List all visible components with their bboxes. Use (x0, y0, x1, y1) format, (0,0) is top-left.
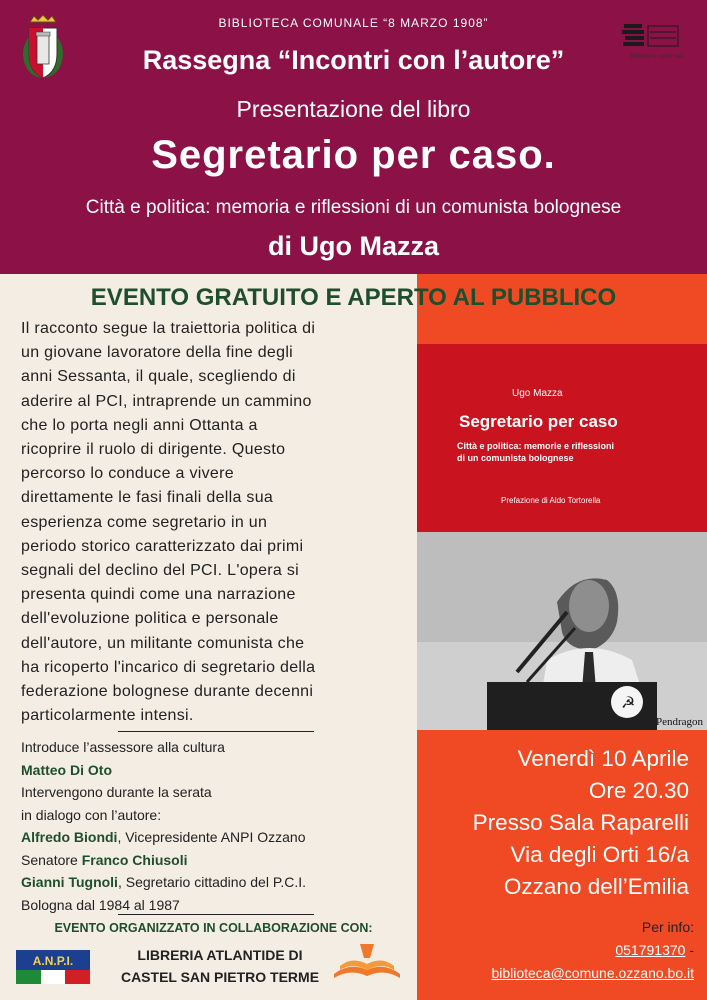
description-line: che lo porta negli anni Ottanta a (21, 416, 258, 434)
description-line: dell'autore, un militante comunista che (21, 634, 305, 652)
description-line: federazione bolognese durante decenni (21, 683, 314, 701)
anpi-label: A.N.P.I. (32, 954, 74, 968)
description-line: percorso lo conduce a vivere (21, 465, 234, 483)
description-line: periodo storico caratterizzato dai primi (21, 537, 304, 555)
divider (118, 914, 314, 915)
bookshop-logo (330, 936, 404, 984)
partner-line: CASTEL SAN PIETRO TERME (120, 969, 320, 985)
author-photo (417, 532, 707, 730)
description-line: segnali del declino del PCI. L'opera si (21, 562, 300, 580)
free-event-banner: EVENTO GRATUITO E APERTO AL PUBBLICO (90, 284, 617, 311)
speaker-row (21, 849, 416, 872)
cover-title: Segretario per caso (459, 412, 618, 431)
cover-subtitle-line: di un comunista bolognese (457, 453, 574, 463)
contact-label: Per info: (641, 919, 694, 935)
speaker-name: Alfredo Biondi (21, 829, 118, 845)
svg-text:☭: ☭ (621, 693, 636, 712)
books-logo-icon (622, 20, 682, 52)
divider (118, 731, 314, 732)
speaker-name: Gianni Tugnoli (21, 874, 118, 890)
publisher-logo: Pendragon (655, 716, 703, 728)
speakers-section (21, 736, 416, 916)
speaker-role: , Vicepresidente ANPI Ozzano (117, 829, 306, 845)
cover-author: Ugo Mazza (512, 388, 563, 399)
description-line: anni Sessanta, il quale, scegliendo di (21, 368, 296, 386)
contact-info (417, 916, 707, 985)
cover-subtitle-line: Città e politica: memorie e riflessioni (457, 441, 615, 451)
phone-separator: - (685, 942, 694, 958)
partner-line: LIBRERIA ATLANTIDE DI (137, 947, 303, 963)
phone-link[interactable]: 051791370 (615, 942, 686, 958)
description-line: ricoprire il ruolo di dirigente. Questo (21, 441, 286, 459)
intro-line: in dialogo con l’autore: (21, 806, 162, 823)
library-name: BIBLIOTECA COMUNALE “8 MARZO 1908” (218, 16, 489, 30)
book-description (21, 317, 406, 728)
cover-subtitle (457, 440, 697, 464)
speaker-row (21, 826, 416, 849)
anpi-flag-icon (16, 950, 90, 984)
anpi-logo (16, 950, 90, 984)
presentation-label: Presentazione del libro (236, 96, 471, 122)
series-title: Rassegna “Incontri con l’autore” (142, 45, 565, 75)
event-street: Via degli Orti 16/a (510, 842, 689, 867)
speaker-name: Franco Chiusoli (81, 851, 188, 868)
assessore-name: Matteo Di Oto (21, 761, 112, 778)
speaker-role: Bologna dal 1984 al 1987 (21, 896, 180, 913)
event-details (417, 743, 707, 903)
speaker-role: , Segretario cittadino del P.C.I. (117, 874, 307, 890)
author-name: di Ugo Mazza (267, 231, 439, 261)
partner-bookshop (100, 944, 340, 988)
header-banner (0, 0, 707, 274)
cover-preface: Prefazione di Aldo Tortorella (501, 496, 601, 505)
library-logo-caption: Biblioteca comunale (630, 54, 684, 60)
library-logo (622, 20, 682, 62)
open-book-icon (330, 936, 404, 984)
email-link[interactable]: biblioteca@comune.ozzano.bo.it (491, 965, 694, 981)
description-line: direttamente le fasi finali della sua (21, 489, 274, 507)
collaboration-title: EVENTO ORGANIZZATO IN COLLABORAZIONE CON: (54, 921, 373, 935)
description-line: Il racconto segue la traiettoria politica di (21, 320, 316, 337)
intro-line: Intervengono durante la serata (21, 784, 212, 800)
description-line: ha ricoperto l'incarico di segretario della (21, 658, 316, 676)
description-line: particolarmente intensi. (21, 707, 194, 725)
book-title: Segretario per caso. (151, 133, 556, 177)
event-date: Venerdì 10 Aprile (517, 746, 689, 771)
intro-line: Introduce l’assessore alla cultura (21, 739, 225, 755)
description-line: esperienza come segretario in un (21, 513, 268, 531)
speaker-row (21, 871, 416, 894)
description-line: un giovane lavoratore della fine degli (21, 344, 294, 362)
event-city: Ozzano dell’Emilia (503, 874, 689, 899)
book-cover (417, 344, 707, 532)
event-time: Ore 20.30 (588, 778, 689, 803)
description-line: aderire al PCI, intraprende un cammino (21, 392, 312, 410)
speaker-photo-illustration (417, 532, 707, 730)
speaker-prefix: Senatore (21, 851, 82, 868)
description-line: presenta quindi come una narrazione (21, 586, 296, 604)
description-line: dell'evoluzione politica e personale (21, 610, 279, 628)
event-venue: Presso Sala Raparelli (472, 810, 689, 835)
book-subtitle: Città e politica: memoria e riflessioni di un comunista bolognese (85, 197, 622, 218)
